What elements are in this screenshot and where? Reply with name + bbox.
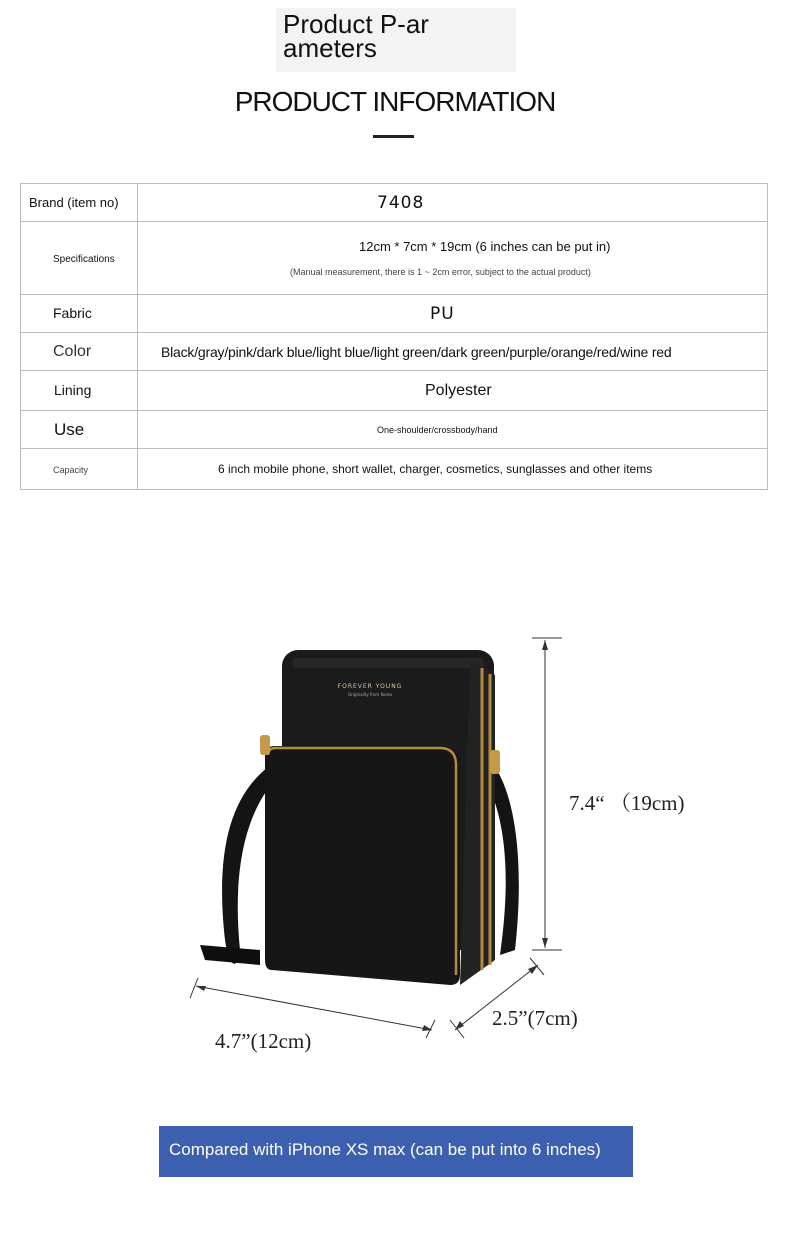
page-title: Product P-arameters <box>283 9 429 63</box>
specifications-note: (Manual measurement, there is 1 ~ 2cm error, subject to the actual product) <box>290 267 591 277</box>
table-label-cell <box>21 449 138 490</box>
table-label-cell <box>21 222 138 295</box>
lining-label: Lining <box>54 381 92 398</box>
table-value-cell <box>138 333 768 371</box>
depth-dimension-label: 2.5”(7cm) <box>492 1006 578 1030</box>
table-label-cell <box>21 295 138 333</box>
crossbody-bag-image <box>160 620 740 1080</box>
table-value-cell <box>138 184 768 222</box>
width-dimension-label: 4.7”(12cm) <box>215 1029 312 1053</box>
table-row <box>21 295 768 333</box>
use-label: Use <box>54 419 85 439</box>
lining-value: Polyester <box>425 381 492 399</box>
table-value-cell <box>138 411 768 449</box>
table-value-cell <box>138 449 768 490</box>
brand-label: Brand (item no) <box>29 194 119 210</box>
capacity-value: 6 inch mobile phone, short wallet, charger, cosmetics, sunglasses and other items <box>218 462 653 476</box>
heading-divider <box>373 135 414 138</box>
section-heading: PRODUCT INFORMATION <box>234 86 556 117</box>
table-label-cell <box>21 184 138 222</box>
table-row <box>21 184 768 222</box>
color-label: Color <box>53 342 92 360</box>
table-label-cell <box>21 371 138 411</box>
table-row <box>21 371 768 411</box>
brand-value: 7408 <box>377 192 425 213</box>
table-row <box>21 449 768 490</box>
table-value-cell <box>138 371 768 411</box>
caption-text: Compared with iPhone XS max (can be put into 6 inches) <box>169 1140 601 1159</box>
use-value: One-shoulder/crossbody/hand <box>377 424 498 435</box>
table-label-cell <box>21 333 138 371</box>
fabric-label: Fabric <box>53 304 92 321</box>
fabric-value: PU <box>430 303 455 324</box>
specifications-value: 12cm * 7cm * 19cm (6 inches can be put in) <box>359 239 611 254</box>
bag-brand-subtext: Originality from Korea <box>348 692 392 697</box>
table-label-cell <box>21 411 138 449</box>
table-row <box>21 222 768 295</box>
parameters-table <box>20 183 768 490</box>
specifications-label: Specifications <box>53 254 115 265</box>
bag-brand-text: FOREVER YOUNG <box>337 683 403 690</box>
table-row <box>21 411 768 449</box>
height-dimension-label: 7.4“ （19cm) <box>569 791 685 815</box>
color-value: Black/gray/pink/dark blue/light blue/light green/dark green/purple/orange/red/wine red <box>161 343 672 360</box>
capacity-label: Capacity <box>53 465 89 475</box>
table-value-cell <box>138 295 768 333</box>
product-dimension-diagram <box>160 620 740 1080</box>
table-value-cell <box>138 222 768 295</box>
table-row <box>21 333 768 371</box>
